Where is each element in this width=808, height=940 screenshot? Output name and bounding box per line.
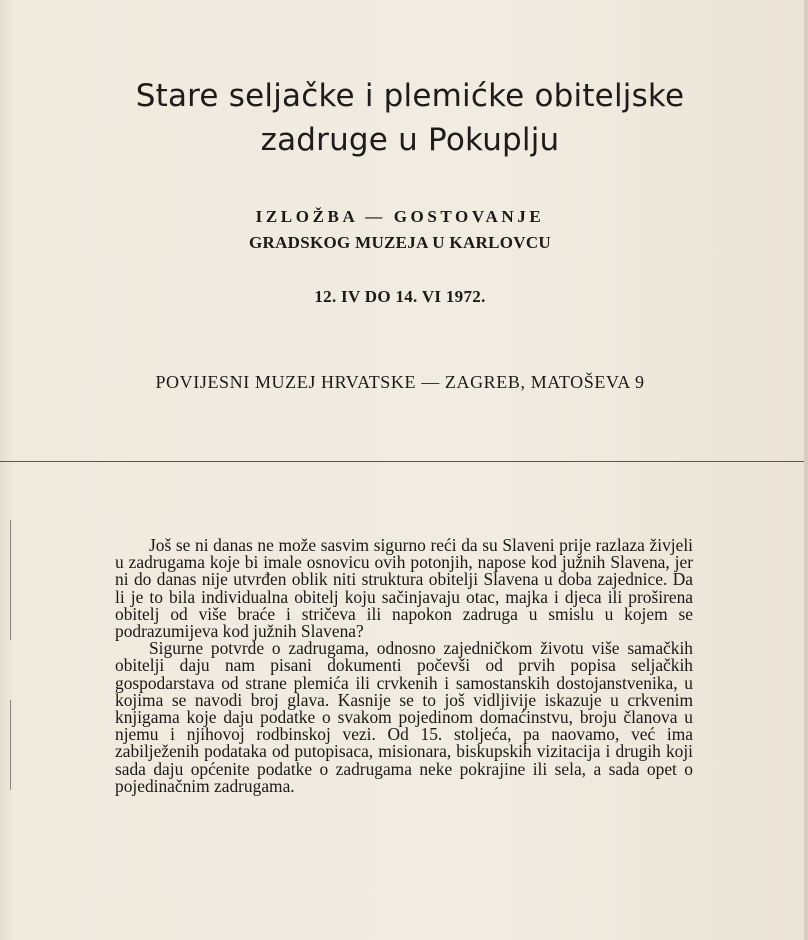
publisher-line: POVIJESNI MUZEJ HRVATSKE — ZAGREB, MATOŠEVA 9: [155, 372, 645, 392]
paragraph-1: Još se ni danas ne može sasvim sigurno reći da su Slaveni prije razlaza živjeli u zadrugama koje bi imale osnovicu ovih potonjih, napose kod južnih Slavena, jer ni do danas nije utvrđen oblik niti struktura obitelji Slavena u doba zajednice. Da li je to bila individualna obitelj koju sačinjavaju otac, majka i djeca ili proširena obitelj od više braće i stričeva ili napokon zadruga u smislu u kojem se podrazumijeva kod južnih Slavena?: [115, 535, 693, 642]
title-line-1: Stare seljačke i plemićke obiteljske: [135, 78, 685, 114]
exhibition-dates: 12. IV DO 14. VI 1972.: [314, 287, 486, 306]
horizontal-rule: [0, 461, 804, 462]
body-text: [115, 537, 693, 795]
margin-line-upper: [10, 520, 11, 640]
paragraph-2: Sigurne potvrde o zadrugama, odnosno zajedničkom životu više samačkih obitelji daju nam pisani dokumenti počevši od prvih popisa seljačkih gospodarstava od strane plemića ili crvkenih i samostanskih dostojanstvenika, u kojima se navodi broj glava. Kasnije se to još vidljivije iskazuje u crkvenim knjigama koje daju podatke o svakom pojedinom domaćinstvu, broju članova u njemu i njihovoj rodbinskoj vezi. Od 15. stoljeća, pa naovamo, već ima zabilježenih podataka od putopisaca, misionara, biskupskih vizitacija i drugih koji sada daju općenite podatke o zadrugama neke pokrajine ili sela, a sada opet o pojedinačnim zadrugama.: [115, 638, 693, 796]
title-line-2: zadruge u Pokuplju: [260, 122, 560, 158]
margin-line-lower: [10, 700, 11, 790]
exhibition-line-1: IZLOŽBA — GOSTOVANJE: [255, 207, 545, 226]
exhibition-line-2: GRADSKOG MUZEJA U KARLOVCU: [248, 233, 551, 252]
exhibition-heading: [100, 204, 700, 256]
page-edge: [804, 0, 808, 940]
page-title: [60, 74, 760, 162]
